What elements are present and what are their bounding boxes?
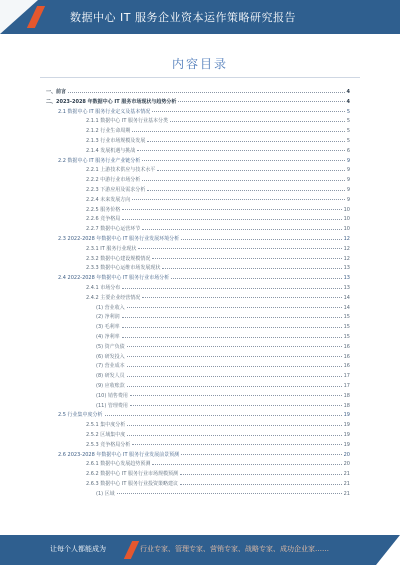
- toc-leader-dots: [138, 248, 341, 249]
- toc-entry-page-number: 13: [343, 285, 350, 291]
- toc-entry[interactable]: [96, 362, 350, 371]
- toc-entry[interactable]: [96, 382, 350, 391]
- toc-entry-page-number: 14: [343, 294, 350, 301]
- toc-entry[interactable]: [58, 157, 350, 166]
- toc-entry-page-number: 10: [343, 216, 350, 223]
- toc-heading: 内容目录: [171, 57, 228, 71]
- toc-leader-dots: [152, 464, 341, 465]
- toc-leader-dots: [171, 278, 342, 279]
- toc-entry[interactable]: [86, 196, 350, 205]
- toc-leader-dots: [181, 239, 342, 240]
- toc-leader-dots: [122, 219, 341, 220]
- toc-entry-label: 2.2.3 下游应用及需求分析: [86, 187, 146, 193]
- toc-leader-dots: [132, 131, 345, 132]
- toc-entry-page-number: 6: [346, 147, 350, 154]
- toc-entry-page-number: 18: [343, 402, 350, 409]
- toc-entry[interactable]: [46, 98, 350, 107]
- toc-entry[interactable]: [86, 294, 350, 303]
- toc-entry[interactable]: [86, 147, 350, 156]
- toc-entry[interactable]: [86, 431, 350, 440]
- toc-entry-label: 2.6 2023-2028 年数据中心 IT 服务行业发展前景预测: [58, 451, 180, 458]
- toc-entry-label: 2.4 2022-2028 年数据中心 IT 服务行业市场分析: [58, 275, 170, 282]
- toc-entry-page-number: 19: [343, 441, 350, 448]
- toc-leader-dots: [152, 111, 345, 112]
- toc-entry[interactable]: [96, 304, 350, 313]
- toc-leader-dots: [147, 141, 344, 142]
- toc-entry-label: (3) 毛利率: [96, 324, 120, 331]
- toc-leader-dots: [127, 356, 342, 357]
- toc-leader-dots: [180, 484, 342, 485]
- toc-entry-page-number: 20: [343, 451, 350, 458]
- toc-entry[interactable]: [86, 225, 350, 234]
- toc-divider: [40, 77, 360, 78]
- toc-leader-dots: [142, 229, 341, 230]
- toc-entry-page-number: 20: [343, 461, 350, 468]
- toc-entry-label: 2.5.1 集中度分析: [86, 422, 126, 429]
- toc-entry-page-number: 17: [343, 383, 350, 389]
- toc-entry-page-number: 16: [343, 343, 350, 350]
- report-footer: [0, 535, 400, 565]
- toc-entry-label: 2.2.7 数据中心运营环节: [86, 226, 141, 233]
- toc-leader-dots: [122, 327, 342, 328]
- toc-entry[interactable]: [96, 490, 350, 499]
- toc-entry[interactable]: [96, 353, 350, 362]
- toc-leader-dots: [68, 92, 345, 93]
- toc-entry-label: 2.2.2 中游行业市场分析: [86, 177, 141, 184]
- toc-entry-page-number: 9: [346, 187, 350, 193]
- toc-entry-page-number: 16: [343, 353, 350, 360]
- toc-entry-label: 2.6.3 数据中心 IT 服务行业投资策略建议: [86, 481, 179, 487]
- toc-entry-page-number: 12: [343, 255, 350, 262]
- toc-entry-page-number: 4: [346, 98, 350, 105]
- toc-leader-dots: [130, 405, 342, 406]
- toc-leader-dots: [152, 258, 341, 259]
- toc-entry-label: 2.2.4 未来发展方向: [86, 196, 131, 203]
- toc-entry[interactable]: [86, 215, 350, 224]
- toc-entry-label: 2.1.3 行业市场规模及发展: [86, 138, 146, 144]
- toc-entry-label: (8) 研发人员: [96, 373, 125, 380]
- toc-entry-page-number: 19: [343, 432, 350, 438]
- toc-entry-page-number: 10: [343, 206, 350, 213]
- toc-entry-page-number: 17: [343, 373, 350, 380]
- toc-entry-label: 2.1.2 行业生命周期: [86, 128, 131, 135]
- report-header: [0, 0, 400, 34]
- toc-entry[interactable]: [96, 333, 350, 342]
- toc-entry-label: 2.4.1 市场分布: [86, 285, 121, 291]
- toc-entry[interactable]: [86, 245, 350, 254]
- toc-entry-page-number: 5: [346, 108, 350, 115]
- toc-leader-dots: [142, 297, 341, 298]
- toc-leader-dots: [127, 307, 342, 308]
- toc-entry-page-number: 15: [343, 324, 350, 331]
- toc-entry-label: (4) 净利率: [96, 334, 120, 340]
- toc-entry-label: (6) 研发投入: [96, 353, 125, 360]
- toc-entry-page-number: 5: [346, 118, 350, 125]
- toc-entry-label: 一、前言: [46, 89, 67, 95]
- toc-entry-label: 2.2 数据中心 IT 服务行业产业链分析: [58, 157, 141, 164]
- footer-slogan: 行业专家、管理专家、营销专家、战略专家、成功企业家……: [140, 545, 329, 553]
- toc-entry-label: 2.1.1 数据中心 IT 服务行业基本分类: [86, 118, 169, 125]
- toc-entry[interactable]: [96, 392, 350, 401]
- toc-leader-dots: [105, 415, 342, 416]
- toc-entry[interactable]: [86, 470, 350, 479]
- footer-brand-text: 让每个人都能成为: [50, 545, 106, 553]
- toc-leader-dots: [117, 493, 342, 494]
- toc-entry-page-number: 12: [343, 236, 350, 242]
- toc-leader-dots: [142, 160, 345, 161]
- toc-entry-page-number: 10: [343, 226, 350, 233]
- toc-leader-dots: [181, 454, 342, 455]
- toc-entry-label: (11) 管理费用: [96, 402, 128, 409]
- toc-entry[interactable]: [96, 402, 350, 411]
- toc-entry[interactable]: [58, 411, 350, 420]
- toc-entry-page-number: 4: [346, 89, 350, 95]
- toc-entry[interactable]: [86, 460, 350, 469]
- toc-entry-page-number: 9: [346, 196, 350, 203]
- toc-entry-label: 2.3.1 IT 服务行业现状: [86, 245, 137, 252]
- toc-entry-page-number: 21: [343, 490, 350, 497]
- toc-entry-label: (9) 应收账款: [96, 383, 125, 389]
- toc-leader-dots: [137, 150, 345, 151]
- toc-leader-dots: [157, 170, 344, 171]
- toc-leader-dots: [142, 180, 345, 181]
- toc-entry[interactable]: [86, 117, 350, 126]
- toc-entry-page-number: 19: [343, 412, 350, 419]
- toc-entry-page-number: 18: [343, 392, 350, 399]
- toc-entry-label: (1) 区域: [96, 490, 115, 497]
- toc-leader-dots: [132, 199, 345, 200]
- toc-entry-label: 2.1.4 发展机遇与挑战: [86, 147, 136, 154]
- toc-entry[interactable]: [86, 441, 350, 450]
- toc-entry-page-number: 13: [343, 265, 350, 272]
- toc-entry[interactable]: [58, 274, 350, 283]
- toc-entry-label: 2.1 数据中心 IT 服务行业定义及基本情况: [58, 108, 151, 115]
- toc-entry-label: (1) 营业收入: [96, 304, 125, 311]
- toc-entry[interactable]: [86, 127, 350, 136]
- toc-entry-label: 2.2.1 上游技术供应与技术水平: [86, 167, 156, 174]
- toc-entry-label: 2.3 2022-2028 年数据中心 IT 服务行业发展环境分析: [58, 236, 180, 242]
- toc-entry-label: (5) 资产负债: [96, 343, 125, 350]
- toc-entry[interactable]: [86, 284, 350, 293]
- toc-entry[interactable]: [96, 323, 350, 332]
- toc-entry[interactable]: [96, 372, 350, 381]
- toc-entry[interactable]: [58, 451, 350, 460]
- toc-entry[interactable]: [86, 137, 350, 146]
- toc-entry-page-number: 9: [346, 157, 350, 164]
- toc-entry-page-number: 21: [343, 471, 350, 478]
- toc-entry-page-number: 15: [343, 314, 350, 321]
- toc-entry-page-number: 5: [346, 138, 350, 144]
- toc-entry[interactable]: [86, 166, 350, 175]
- toc-leader-dots: [127, 435, 341, 436]
- toc-entry-label: 2.3.2 数据中心建设规模情况: [86, 255, 151, 262]
- toc-leader-dots: [127, 346, 342, 347]
- toc-leader-dots: [127, 366, 342, 367]
- toc-entry[interactable]: [96, 343, 350, 352]
- toc-entry-page-number: 13: [343, 275, 350, 282]
- toc-entry-page-number: 12: [343, 245, 350, 252]
- toc-entry-page-number: 14: [343, 304, 350, 311]
- toc-entry-page-number: 21: [343, 481, 350, 487]
- toc-entry-label: 二、2023-2028 年数据中心 IT 服务市场现状与趋势分析: [46, 98, 177, 105]
- toc-entry[interactable]: [86, 206, 350, 215]
- toc-entry[interactable]: [86, 421, 350, 430]
- footer-corner-shape: [376, 535, 400, 565]
- toc-entry-label: 2.5.2 区域集中度: [86, 432, 126, 438]
- toc-entry[interactable]: [46, 88, 350, 97]
- toc-leader-dots: [122, 337, 342, 338]
- toc-entry[interactable]: [86, 480, 350, 489]
- toc-entry-label: (2) 净利润: [96, 314, 120, 321]
- toc-leader-dots: [162, 268, 341, 269]
- toc-entry[interactable]: [58, 235, 350, 244]
- toc-entry-page-number: 19: [343, 422, 350, 429]
- toc-entry-page-number: 9: [346, 167, 350, 174]
- toc-entry-page-number: 5: [346, 128, 350, 135]
- toc-entry-label: 2.6.2 数据中心 IT 服务行业市场规模预测: [86, 471, 179, 478]
- toc-leader-dots: [122, 288, 341, 289]
- toc-entry-label: (7) 营业成本: [96, 363, 125, 370]
- toc-entry[interactable]: [86, 255, 350, 264]
- toc-leader-dots: [170, 121, 345, 122]
- toc-entry[interactable]: [86, 186, 350, 195]
- footer-accent-bar: [124, 541, 139, 559]
- toc-leader-dots: [127, 386, 342, 387]
- toc-leader-dots: [178, 101, 344, 102]
- toc-entry-label: 2.5 行业集中度分析: [58, 412, 103, 419]
- toc-leader-dots: [122, 317, 342, 318]
- toc-entry[interactable]: [86, 176, 350, 185]
- toc-entry-page-number: 9: [346, 177, 350, 184]
- toc-leader-dots: [122, 209, 341, 210]
- toc-entry-label: 2.6.1 数据中心发展趋势预测: [86, 461, 151, 468]
- toc-entry-page-number: 15: [343, 334, 350, 340]
- toc-leader-dots: [127, 425, 341, 426]
- toc-entry[interactable]: [58, 108, 350, 117]
- toc-entry-label: (10) 销售费用: [96, 392, 128, 399]
- toc-entry-label: 2.2.6 竞争格局: [86, 216, 121, 223]
- toc-entry[interactable]: [86, 264, 350, 273]
- toc-entry-page-number: 16: [343, 363, 350, 370]
- toc-entry-label: 2.5.3 竞争格局分析: [86, 441, 131, 448]
- toc-entry-label: 2.3.3 数据中心运维市场发展现状: [86, 265, 161, 272]
- toc-leader-dots: [127, 376, 342, 377]
- toc-entry-label: 2.2.5 服务价格: [86, 206, 121, 213]
- report-title: 数据中心 IT 服务企业资本运作策略研究报告: [70, 11, 296, 24]
- toc-entry[interactable]: [96, 313, 350, 322]
- toc-leader-dots: [132, 444, 341, 445]
- toc-leader-dots: [180, 474, 342, 475]
- toc-leader-dots: [147, 190, 344, 191]
- toc-entry-label: 2.4.2 主要企业经营情况: [86, 294, 141, 301]
- toc-leader-dots: [130, 395, 342, 396]
